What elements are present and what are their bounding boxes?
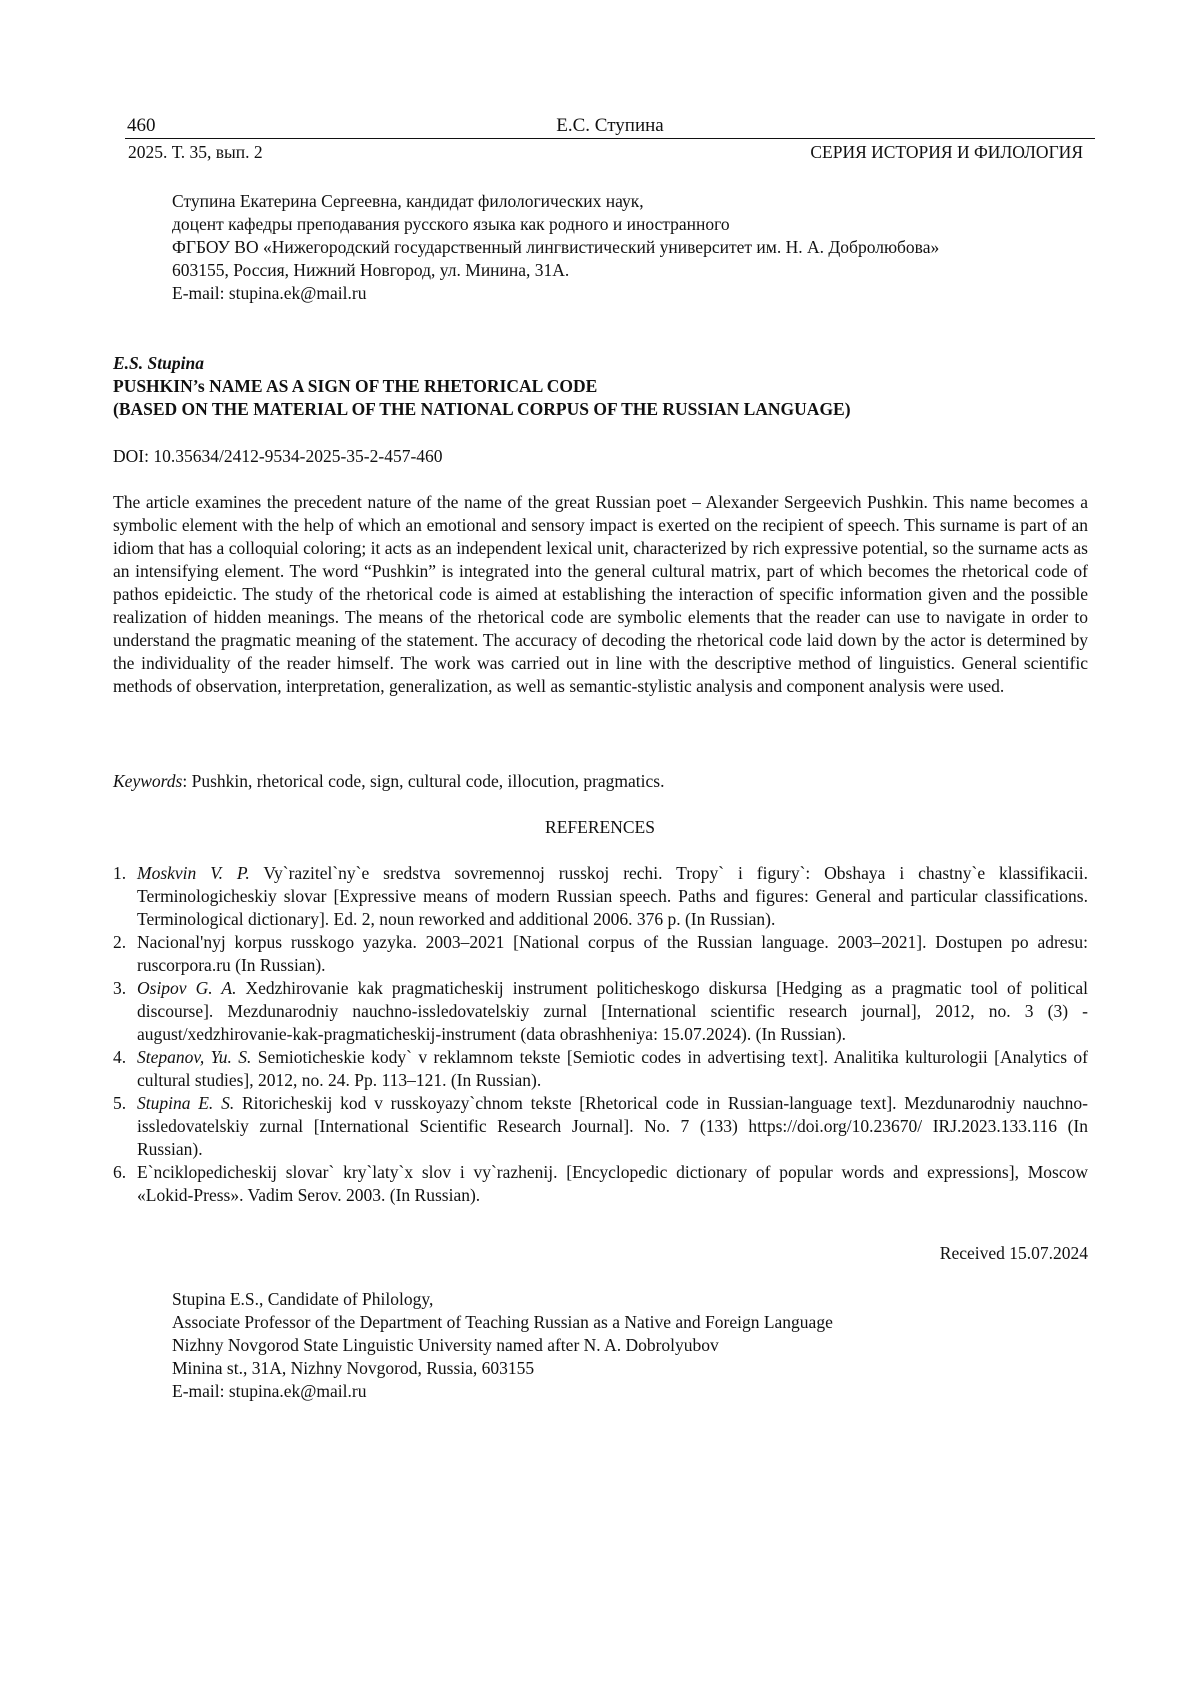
references-list [113,862,1088,1207]
reference-author: Osipov G. A. [137,978,236,998]
reference-number: 2. [113,931,126,954]
author-info-en-line: Minina st., 31A, Nizhny Novgorod, Russia, 603155 [172,1357,833,1380]
running-header-top [125,114,1095,139]
author-info-en-line: Stupina E.S., Candidate of Philology, [172,1288,833,1311]
article-abstract: The article examines the precedent nature of the name of the great Russian poet – Alexander Sergeevich Pushkin. This name becomes a symbolic element with the help of which an emotional and sensory impact is exerted on the recipient of speech. This surname is part of an idiom that has a colloquial coloring; it acts as an independent lexical unit, characterized by rich expressive potential, so the surname acts as an intensifying element. The word “Pushkin” is integrated into the general cultural matrix, part of which becomes the rhetorical code of pathos epideictic. The study of the rhetorical code is aimed at establishing the interaction of specific information given and the possible realization of hidden meanings. The means of the rhetorical code are symbolic elements that the reader can use to navigate in order to understand the pragmatic meaning of the statement. The accuracy of decoding the rhetorical code laid down by the actor is determined by the individuality of the reader himself. The work was carried out in line with the descriptive method of linguistics. General scientific methods of observation, interpretation, generalization, as well as semantic-stylistic analysis and component analysis were used. [113,491,1088,698]
reference-item [113,862,1088,931]
running-header-bottom [125,139,1095,163]
reference-text: Vy`razitel`ny`e sredstva sovremennoj russkoj rechi. Tropy` i figury`: Obshaya i chastny`e klassifikacii. Terminologicheskiy slovar [Expressive means of modern Russian speech. Paths and figures: General and particular classifications. Terminological dictionary]. Ed. 2, noun reworked and additional 2006. 376 p. (In Russian). [137,863,1088,929]
reference-number: 1. [113,862,126,885]
reference-number: 3. [113,977,126,1000]
running-header-author: Е.С. Ступина [125,114,1095,138]
author-info-ru [172,190,939,305]
journal-page [0,0,1200,1698]
reference-number: 6. [113,1161,126,1184]
author-info-en-line: Associate Professor of the Department of Teaching Russian as a Native and Foreign Language [172,1311,833,1334]
author-info-en-line: E-mail: stupina.ek@mail.ru [172,1380,833,1403]
author-info-ru-line: Ступина Екатерина Сергеевна, кандидат филологических наук, [172,190,939,213]
reference-item [113,1092,1088,1161]
reference-number: 4. [113,1046,126,1069]
reference-number: 5. [113,1092,126,1115]
article-title-line: (BASED ON THE MATERIAL OF THE NATIONAL CORPUS OF THE RUSSIAN LANGUAGE) [113,398,851,421]
journal-series: СЕРИЯ ИСТОРИЯ И ФИЛОЛОГИЯ [810,139,1083,165]
article-keywords [113,770,664,793]
reference-text: E`nciklopedicheskij slovar` kry`laty`x slov i vy`razhenij. [Encyclopedic dictionary of popular words and expressions], Moscow «Lokid-Press». Vadim Serov. 2003. (In Russian). [137,1162,1088,1205]
article-title-block [113,352,851,421]
reference-text: Ritoricheskij kod v russkoyazy`chnom tekste [Rhetorical code in Russian-language text]. Mezdunarodniy nauchno-issledovatelskiy zurnal [International Scientific Research Journal]. No. 7 (133) https://doi.org/10.23670/ IRJ.2023.133.116 (In Russian). [137,1093,1088,1159]
reference-item [113,977,1088,1046]
author-info-ru-line: доцент кафедры преподавания русского языка как родного и иностранного [172,213,939,236]
reference-item [113,931,1088,977]
reference-item [113,1046,1088,1092]
reference-author: Stupina E. S. [137,1093,234,1113]
reference-author: Stepanov, Yu. S. [137,1047,251,1067]
running-header [125,114,1095,162]
reference-text: Xedzhirovanie kak pragmaticheskij instrument politicheskogo diskursa [Hedging as a pragmatic tool of political discourse]. Mezdunarodniy nauchno-issledovatelskiy zurnal [International scientific research journal], 2012, no. 3 (3) -august/xedzhirovanie-kak-pragmaticheskij-instrument (data obrashheniya: 15.07.2024). (In Russian). [137,978,1088,1044]
reference-text: Nacional'nyj korpus russkogo yazyka. 2003‒2021 [National corpus of the Russian language. 2003‒2021]. Dostupen po adresu: ruscorpora.ru (In Russian). [137,932,1088,975]
page-number: 460 [127,114,156,138]
author-info-ru-line: E-mail: stupina.ek@mail.ru [172,282,939,305]
article-author: E.S. Stupina [113,352,851,375]
article-doi: DOI: 10.35634/2412-9534-2025-35-2-457-460 [113,445,443,468]
reference-text: Semioticheskie kody` v reklamnom tekste [Semiotic codes in advertising text]. Analitika kulturologii [Analytics of cultural studies], 2012, no. 24. Pp. 113‒121. (In Russian). [137,1047,1088,1090]
author-info-en [172,1288,833,1403]
author-info-ru-line: 603155, Россия, Нижний Новгород, ул. Минина, 31А. [172,259,939,282]
article-title-line: PUSHKIN’s NAME AS A SIGN OF THE RHETORICAL CODE [113,375,851,398]
keywords-label: Keywords [113,771,182,791]
author-info-en-line: Nizhny Novgorod State Linguistic University named after N. A. Dobrolyubov [172,1334,833,1357]
journal-issue: 2025. Т. 35, вып. 2 [128,139,263,165]
reference-item [113,1161,1088,1207]
references-heading: REFERENCES [0,816,1200,839]
received-date: Received 15.07.2024 [940,1242,1088,1265]
keywords-text: : Pushkin, rhetorical code, sign, cultural code, illocution, pragmatics. [182,771,664,791]
reference-author: Moskvin V. P. [137,863,250,883]
author-info-ru-line: ФГБОУ ВО «Нижегородский государственный лингвистический университет им. Н. А. Добролюбова» [172,236,939,259]
